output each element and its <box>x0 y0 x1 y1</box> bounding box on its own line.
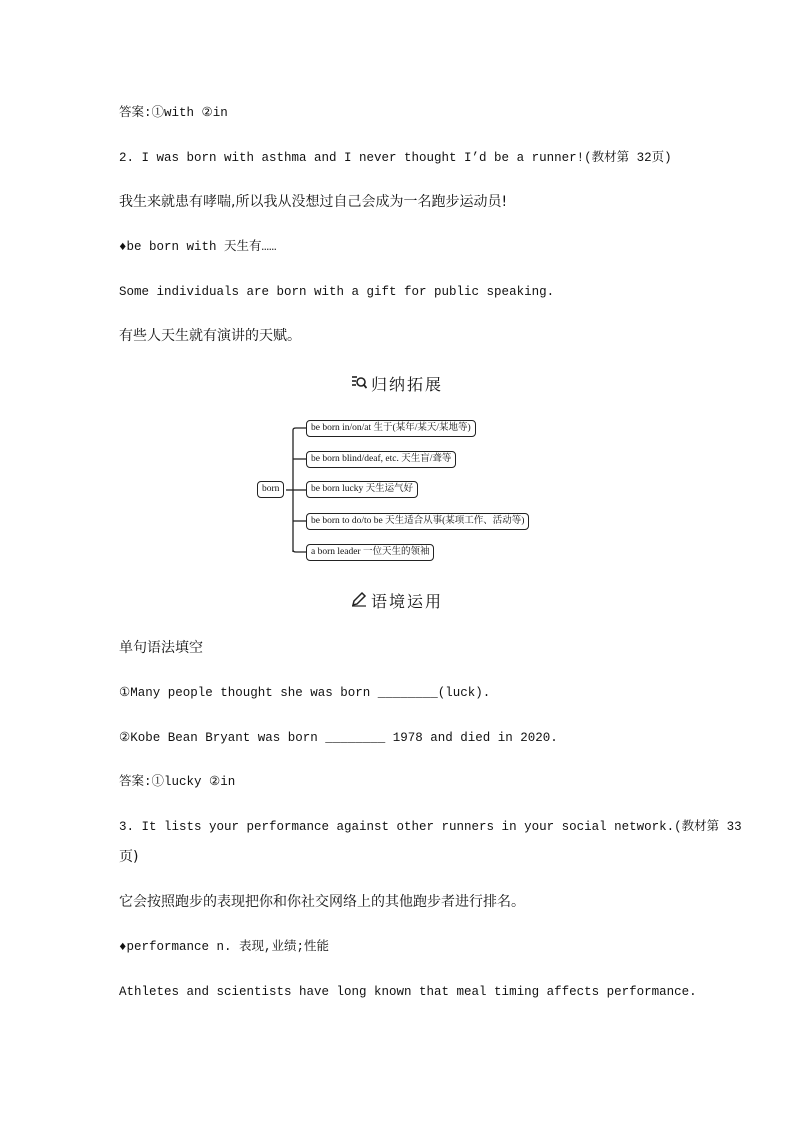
item3-phrase: ♦performance n. 表现,业绩;性能 <box>119 940 330 954</box>
mindmap-branch: be born to do/to be 天生适合从事(某项工作、活动等) <box>306 513 529 530</box>
item2-example: Some individuals are born with a gift for public speaking. <box>119 285 555 299</box>
mindmap-branch: be born blind/deaf, etc. 天生盲/聋等 <box>306 451 456 468</box>
mindmap-branch: be born lucky 天生运气好 <box>306 481 418 498</box>
item3-sentence-line2: 页) <box>119 849 139 865</box>
exercise-q2: ②Kobe Bean Bryant was born ________ 1978 and died in 2020. <box>119 731 558 745</box>
answer-line-1: 答案:①with ②in <box>119 106 228 120</box>
item2-sentence: 2. I was born with asthma and I never thought I’d be a runner!(教材第 32页) <box>119 151 672 165</box>
item3-translation: 它会按照跑步的表现把你和你社交网络上的其他跑步者进行排名。 <box>119 894 525 910</box>
answer-line-2: 答案:①lucky ②in <box>119 775 236 789</box>
item2-translation: 我生来就患有哮喘,所以我从没想过自己会成为一名跑步运动员! <box>119 194 508 210</box>
item2-phrase: ♦be born with 天生有…… <box>119 240 277 254</box>
mindmap-branch: be born in/on/at 生于(某年/某天/某地等) <box>306 420 476 437</box>
exercise-q1: ①Many people thought she was born ________(luck). <box>119 686 491 700</box>
pencil-icon <box>351 591 367 611</box>
mindmap-branch: a born leader 一位天生的领袖 <box>306 544 434 561</box>
usage-heading <box>0 589 794 612</box>
item2-example-translation: 有些人天生就有演讲的天赋。 <box>119 328 301 344</box>
usage-heading-text: 语境运用 <box>370 592 443 611</box>
summary-heading-text: 归纳拓展 <box>370 375 443 394</box>
item3-sentence-line1: 3. It lists your performance against other runners in your social network.(教材第 33 <box>119 820 742 834</box>
exercise-title: 单句语法填空 <box>119 640 203 656</box>
item3-example: Athletes and scientists have long known that meal timing affects performance. <box>119 985 697 999</box>
mindmap-root: born <box>257 481 284 498</box>
